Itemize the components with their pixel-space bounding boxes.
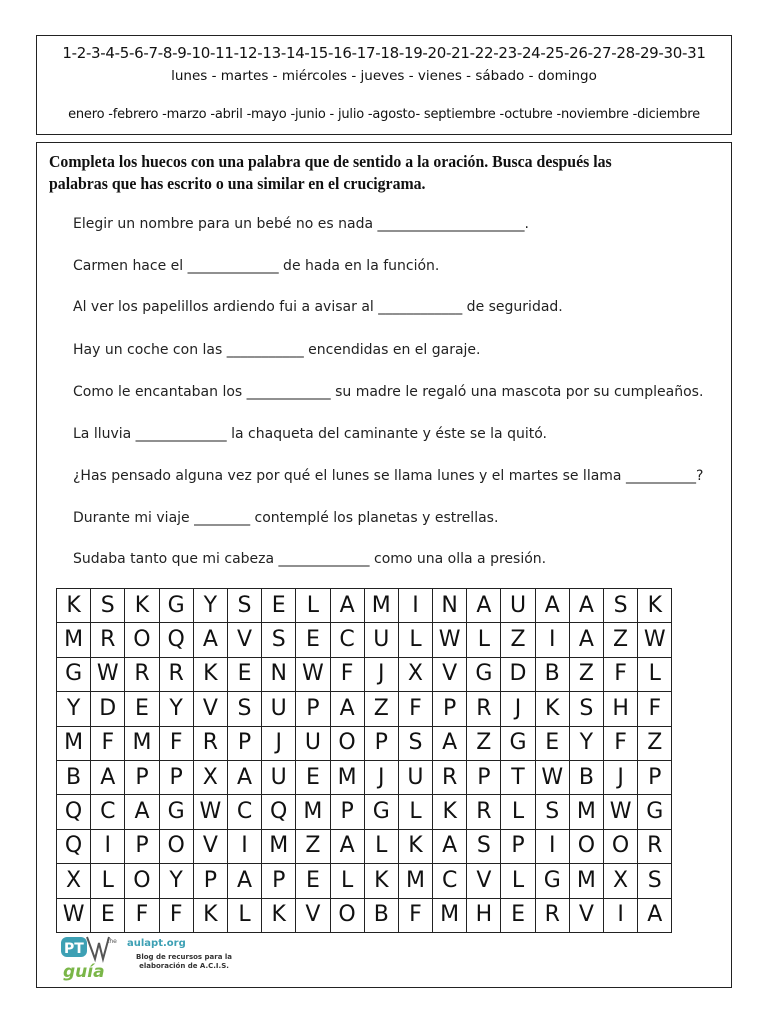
grid-cell: A [433, 829, 467, 863]
grid-cell: N [262, 657, 296, 691]
grid-cell: E [91, 898, 125, 932]
grid-cell: P [227, 726, 261, 760]
grid-cell: R [193, 726, 227, 760]
footer-description: Blog de recursos para la elaboración de A.C.I.S. [135, 953, 233, 970]
grid-cell: S [604, 589, 638, 623]
grid-cell: E [501, 898, 535, 932]
grid-cell: S [569, 692, 603, 726]
grid-cell: P [433, 692, 467, 726]
grid-cell: A [227, 760, 261, 794]
grid-cell: I [398, 589, 432, 623]
grid-cell: O [159, 829, 193, 863]
sentence-2: Carmen hace el _____________ de hada en la función. [73, 258, 440, 274]
word-search-table [56, 588, 672, 933]
svg-text:guía: guía [63, 962, 105, 981]
grid-cell: G [501, 726, 535, 760]
sentence-7: ¿Has pensado alguna vez por qué el lunes se llama lunes y el martes se llama __________? [73, 468, 704, 484]
grid-cell: M [398, 864, 432, 898]
grid-cell: D [91, 692, 125, 726]
grid-cell: K [535, 692, 569, 726]
grid-cell: F [125, 898, 159, 932]
grid-cell: R [91, 623, 125, 657]
grid-cell: F [638, 692, 672, 726]
grid-cell: S [262, 623, 296, 657]
grid-cell: R [159, 657, 193, 691]
svg-text:the: the [107, 938, 117, 945]
grid-cell: Z [638, 726, 672, 760]
sentence-1: Elegir un nombre para un bebé no es nada _____________________. [73, 216, 529, 232]
grid-cell: W [638, 623, 672, 657]
grid-cell: L [296, 589, 330, 623]
grid-row [57, 760, 672, 794]
grid-cell: F [159, 726, 193, 760]
grid-cell: A [330, 589, 364, 623]
grid-cell: S [227, 692, 261, 726]
grid-cell: Q [262, 795, 296, 829]
grid-cell: Z [569, 657, 603, 691]
grid-cell: C [91, 795, 125, 829]
grid-cell: U [262, 760, 296, 794]
grid-cell: U [501, 589, 535, 623]
grid-cell: F [604, 726, 638, 760]
grid-cell: E [296, 623, 330, 657]
grid-cell: L [398, 623, 432, 657]
grid-cell: G [57, 657, 91, 691]
grid-cell: A [569, 623, 603, 657]
grid-cell: I [91, 829, 125, 863]
grid-cell: Q [159, 623, 193, 657]
grid-cell: T [501, 760, 535, 794]
grid-cell: V [467, 864, 501, 898]
word-search-grid [56, 588, 672, 933]
grid-cell: F [398, 898, 432, 932]
grid-cell: F [91, 726, 125, 760]
grid-cell: S [638, 864, 672, 898]
grid-cell: B [57, 760, 91, 794]
grid-cell: P [330, 795, 364, 829]
grid-cell: W [604, 795, 638, 829]
grid-cell: D [501, 657, 535, 691]
grid-cell: X [604, 864, 638, 898]
grid-cell: M [569, 795, 603, 829]
grid-row [57, 795, 672, 829]
grid-row [57, 898, 672, 932]
grid-cell: L [638, 657, 672, 691]
grid-cell: F [398, 692, 432, 726]
grid-cell: P [125, 760, 159, 794]
grid-cell: W [91, 657, 125, 691]
grid-cell: S [91, 589, 125, 623]
grid-cell: R [433, 760, 467, 794]
grid-row [57, 692, 672, 726]
grid-cell: J [364, 760, 398, 794]
grid-cell: A [227, 864, 261, 898]
grid-cell: K [364, 864, 398, 898]
grid-cell: L [501, 795, 535, 829]
grid-cell: I [535, 829, 569, 863]
grid-cell: P [193, 864, 227, 898]
grid-cell: M [330, 760, 364, 794]
grid-cell: C [330, 623, 364, 657]
grid-cell: M [262, 829, 296, 863]
sentence-9: Sudaba tanto que mi cabeza _____________ como una olla a presión. [73, 551, 547, 567]
grid-cell: W [535, 760, 569, 794]
grid-cell: L [330, 864, 364, 898]
svg-text:PT: PT [64, 941, 84, 957]
sentence-4: Hay un coche con las ___________ encendidas en el garaje. [73, 342, 481, 358]
grid-cell: M [364, 589, 398, 623]
grid-cell: M [57, 726, 91, 760]
grid-cell: Y [57, 692, 91, 726]
grid-cell: M [433, 898, 467, 932]
grid-cell: U [262, 692, 296, 726]
grid-cell: F [604, 657, 638, 691]
grid-cell: Y [159, 692, 193, 726]
sentence-6: La lluvia _____________ la chaqueta del caminante y éste se la quitó. [73, 426, 547, 442]
grid-cell: O [604, 829, 638, 863]
grid-cell: G [159, 589, 193, 623]
grid-cell: M [125, 726, 159, 760]
grid-cell: A [330, 829, 364, 863]
grid-cell: G [159, 795, 193, 829]
grid-cell: H [604, 692, 638, 726]
grid-cell: K [262, 898, 296, 932]
grid-cell: G [364, 795, 398, 829]
grid-cell: P [296, 692, 330, 726]
grid-row [57, 623, 672, 657]
grid-cell: A [433, 726, 467, 760]
grid-cell: I [227, 829, 261, 863]
grid-cell: Z [604, 623, 638, 657]
grid-cell: K [193, 898, 227, 932]
grid-cell: C [433, 864, 467, 898]
grid-row [57, 726, 672, 760]
grid-cell: L [398, 795, 432, 829]
grid-cell: Y [193, 589, 227, 623]
grid-cell: X [398, 657, 432, 691]
grid-cell: C [227, 795, 261, 829]
grid-cell: M [57, 623, 91, 657]
grid-cell: L [364, 829, 398, 863]
grid-cell: A [535, 589, 569, 623]
grid-cell: I [535, 623, 569, 657]
grid-cell: Q [57, 795, 91, 829]
grid-cell: K [125, 589, 159, 623]
weekdays-line: lunes - martes - miércoles - jueves - vienes - sábado - domingo [171, 68, 597, 84]
grid-cell: V [569, 898, 603, 932]
grid-cell: W [296, 657, 330, 691]
grid-cell: V [193, 829, 227, 863]
grid-cell: V [227, 623, 261, 657]
grid-cell: G [638, 795, 672, 829]
grid-cell: H [467, 898, 501, 932]
grid-cell: O [569, 829, 603, 863]
grid-cell: K [433, 795, 467, 829]
grid-cell: E [296, 864, 330, 898]
grid-row [57, 829, 672, 863]
grid-cell: L [91, 864, 125, 898]
grid-cell: E [125, 692, 159, 726]
grid-cell: P [262, 864, 296, 898]
grid-cell: B [364, 898, 398, 932]
grid-cell: V [193, 692, 227, 726]
grid-cell: R [467, 795, 501, 829]
grid-cell: W [57, 898, 91, 932]
grid-cell: R [535, 898, 569, 932]
grid-cell: R [125, 657, 159, 691]
sentence-3: Al ver los papelillos ardiendo fui a avisar al ____________ de seguridad. [73, 299, 563, 315]
grid-cell: B [535, 657, 569, 691]
grid-cell: S [227, 589, 261, 623]
grid-cell: A [467, 589, 501, 623]
grid-cell: V [296, 898, 330, 932]
grid-row [57, 589, 672, 623]
grid-cell: I [604, 898, 638, 932]
grid-cell: U [364, 623, 398, 657]
grid-cell: M [296, 795, 330, 829]
grid-cell: P [638, 760, 672, 794]
grid-cell: Z [501, 623, 535, 657]
numbers-line: 1-2-3-4-5-6-7-8-9-10-11-12-13-14-15-16-17-18-19-20-21-22-23-24-25-26-27-28-29-30-31 [62, 44, 706, 62]
grid-cell: E [262, 589, 296, 623]
grid-cell: J [604, 760, 638, 794]
grid-cell: A [569, 589, 603, 623]
grid-cell: U [398, 760, 432, 794]
grid-cell: A [330, 692, 364, 726]
grid-cell: X [57, 864, 91, 898]
grid-cell: E [227, 657, 261, 691]
grid-cell: R [467, 692, 501, 726]
grid-cell: S [535, 795, 569, 829]
grid-cell: P [125, 829, 159, 863]
grid-cell: V [433, 657, 467, 691]
grid-cell: M [569, 864, 603, 898]
grid-cell: A [638, 898, 672, 932]
grid-cell: P [467, 760, 501, 794]
grid-cell: K [638, 589, 672, 623]
grid-cell: K [398, 829, 432, 863]
grid-cell: K [193, 657, 227, 691]
grid-cell: O [125, 864, 159, 898]
grid-row [57, 657, 672, 691]
footer-site: aulapt.org [127, 938, 186, 949]
grid-cell: X [193, 760, 227, 794]
grid-cell: E [535, 726, 569, 760]
grid-cell: K [57, 589, 91, 623]
grid-row [57, 864, 672, 898]
grid-cell: Y [159, 864, 193, 898]
grid-cell: W [433, 623, 467, 657]
grid-cell: O [330, 898, 364, 932]
grid-cell: Q [57, 829, 91, 863]
grid-cell: Z [296, 829, 330, 863]
grid-cell: R [638, 829, 672, 863]
grid-cell: W [193, 795, 227, 829]
months-line: enero -febrero -marzo -abril -mayo -junio - julio -agosto- septiembre -octubre -noviembre -diciembre [68, 107, 700, 122]
sentence-5: Como le encantaban los ____________ su madre le regaló una mascota por su cumpleaños. [73, 384, 704, 400]
grid-cell: Y [569, 726, 603, 760]
grid-cell: E [296, 760, 330, 794]
reference-box [36, 35, 732, 135]
sentence-8: Durante mi viaje ________ contemplé los planetas y estrellas. [73, 510, 499, 526]
grid-cell: F [330, 657, 364, 691]
grid-cell: L [501, 864, 535, 898]
grid-cell: A [125, 795, 159, 829]
grid-cell: S [398, 726, 432, 760]
grid-cell: B [569, 760, 603, 794]
grid-cell: O [330, 726, 364, 760]
grid-cell: A [193, 623, 227, 657]
grid-cell: G [467, 657, 501, 691]
grid-cell: L [227, 898, 261, 932]
grid-cell: U [296, 726, 330, 760]
grid-cell: L [467, 623, 501, 657]
grid-cell: G [535, 864, 569, 898]
grid-cell: N [433, 589, 467, 623]
instructions: Completa los huecos con una palabra que de sentido a la oración. Busca después las palabras que has escrito o una similar en el crucigrama. [49, 152, 612, 193]
grid-cell: Z [364, 692, 398, 726]
grid-cell: P [159, 760, 193, 794]
grid-cell: J [501, 692, 535, 726]
grid-cell: F [159, 898, 193, 932]
grid-cell: J [364, 657, 398, 691]
grid-cell: S [467, 829, 501, 863]
exercise-box [36, 142, 732, 988]
grid-cell: J [262, 726, 296, 760]
grid-cell: O [125, 623, 159, 657]
grid-cell: A [91, 760, 125, 794]
grid-cell: Z [467, 726, 501, 760]
grid-cell: P [364, 726, 398, 760]
grid-cell: P [501, 829, 535, 863]
